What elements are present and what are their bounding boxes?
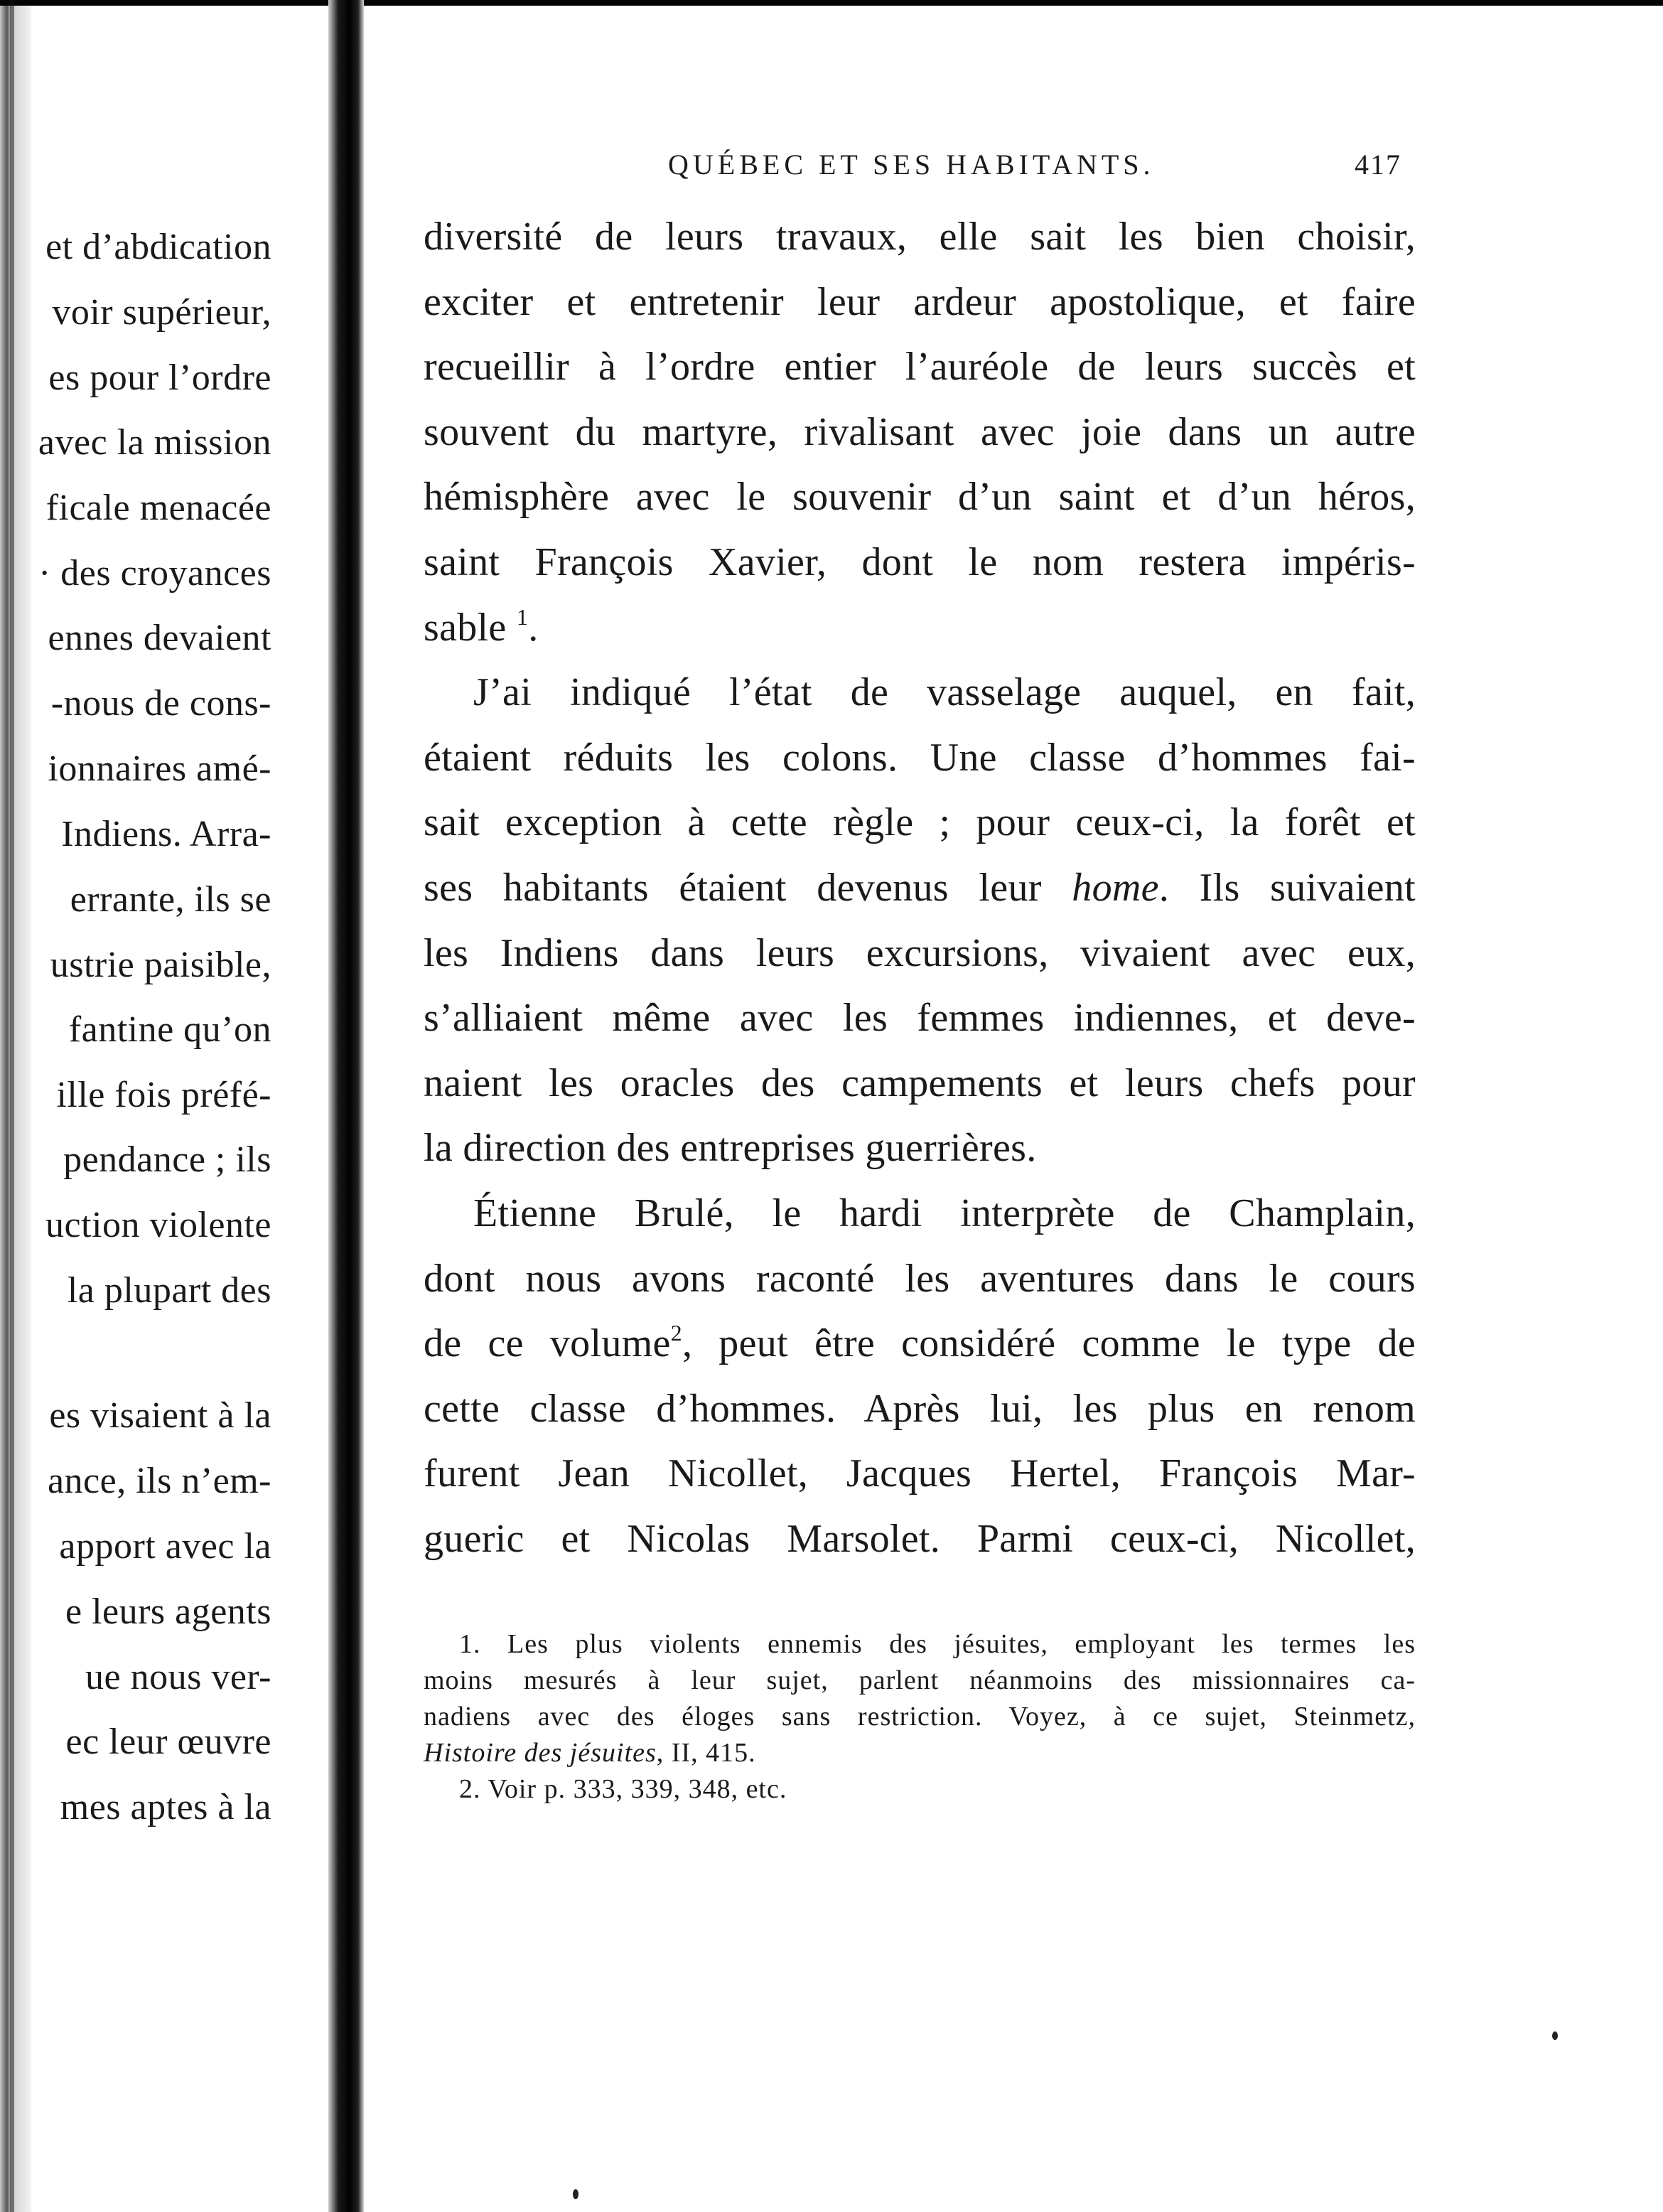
text-line: saint François Xavier, dont le nom restera impéris- [424,539,1416,584]
text-line [424,596,1416,661]
text-line: dont nous avons raconté les aventures dans le cours [424,1256,1416,1301]
left-line: avec la mission [38,422,271,463]
text-fragment: ses habitants étaient devenus leur [424,865,1042,910]
book-title: Histoire des jésuites [424,1738,657,1768]
italic-word: home [1072,865,1159,910]
left-line: ance, ils n’em- [47,1461,271,1501]
left-line: ionnaires amé- [48,748,271,789]
text-line: naient les oracles des campements et leurs chefs pour [424,1061,1416,1105]
left-line: et d’abdication [45,227,271,267]
footnote-line: nadiens avec des éloges sans restriction. Voyez, à ce sujet, Steinmetz, [424,1702,1416,1732]
footnote-ref: 2 [670,1320,682,1346]
text-line: furent Jean Nicollet, Jacques Hertel, François Mar- [424,1451,1416,1496]
text-line: hémisphère avec le souvenir d’un saint et d’un héros, [424,475,1416,520]
left-line: ennes devaient [48,618,271,658]
book-gutter [328,0,364,2212]
left-line: · des croyances [38,553,271,594]
footnotes [424,1626,1416,1808]
left-line: pendance ; ils [63,1139,271,1180]
text-fragment: . Ils suivaient [1158,865,1416,910]
left-line: -nous de cons- [50,683,271,724]
footnote-line: moins mesurés à leur sujet, parlent néanmoins des missionnaires ca- [424,1665,1416,1695]
left-line: fantine qu’on [68,1009,271,1050]
left-line: ec leur œuvre [65,1722,271,1762]
text-line: exciter et entretenir leur ardeur apostolique, et faire [424,279,1416,324]
text-fragment: sable [424,605,507,650]
scan-speck [573,2189,578,2199]
left-line: ille fois préfé- [56,1075,271,1115]
text-line: diversité de leurs travaux, elle sait les bien choisir, [424,215,1416,259]
body-text [424,205,1416,1572]
footnote-line: 2. Voir p. 333, 339, 348, etc. [459,1774,787,1804]
footnote-line: 1. Les plus violents ennemis des jésuites, employant les termes les [459,1629,1416,1659]
text-line: Étienne Brulé, le hardi interprète de Champlain, [473,1191,1416,1235]
text-fragment: , II, 415. [656,1738,756,1768]
text-line: gueric et Nicolas Marsolet. Parmi ceux-ci, Nicollet, [424,1516,1416,1561]
left-line: voir supérieur, [52,292,271,333]
text-line: sait exception à cette règle ; pour ceux-ci, la forêt et [424,800,1416,845]
text-line: la direction des entreprises guerrières. [424,1126,1037,1171]
left-line: mes aptes à la [60,1787,271,1827]
text-line: souvent du martyre, rivalisant avec joie dans un autre [424,409,1416,454]
text-line: étaient réduits les colons. Une classe d’hommes fai- [424,735,1416,780]
text-fragment: , peut être considéré comme le type de [682,1321,1416,1366]
text-line: les Indiens dans leurs excursions, vivaient avec eux, [424,930,1416,975]
left-line: e leurs agents [65,1591,271,1632]
left-line: ue nous ver- [85,1657,271,1697]
running-head [370,148,1627,190]
left-line: Indiens. Arra- [61,814,271,854]
text-line [424,1311,1416,1377]
text-fragment: de ce volume [424,1321,671,1366]
book-page [370,0,1627,2212]
left-line: ficale menacée [45,488,271,528]
running-title: QUÉBEC ET SES HABITANTS. [668,149,1155,181]
left-line: apport avec la [59,1526,271,1567]
footnote-line [424,1735,1416,1771]
left-line: uction violente [45,1205,271,1245]
text-line: cette classe d’hommes. Après lui, les plus en renom [424,1386,1416,1431]
scan-speck [1552,2031,1558,2040]
left-line: es visaient à la [49,1395,271,1436]
left-line: es pour l’ordre [48,358,271,398]
text-line: s’alliaient même avec les femmes indiennes, et deve- [424,996,1416,1041]
text-line [424,856,1416,921]
left-line: la plupart des [67,1270,271,1311]
text-fragment: . [528,605,539,650]
left-line: ustrie paisible, [50,945,271,985]
left-line: errante, ils se [70,879,271,920]
page-number: 417 [1355,149,1401,181]
text-line: recueillir à l’ordre entier l’auréole de leurs succès et [424,345,1416,390]
previous-page-fragment [0,0,327,2212]
footnote-ref: 1 [516,603,529,630]
text-line: J’ai indiqué l’état de vasselage auquel, en fait, [473,670,1416,715]
